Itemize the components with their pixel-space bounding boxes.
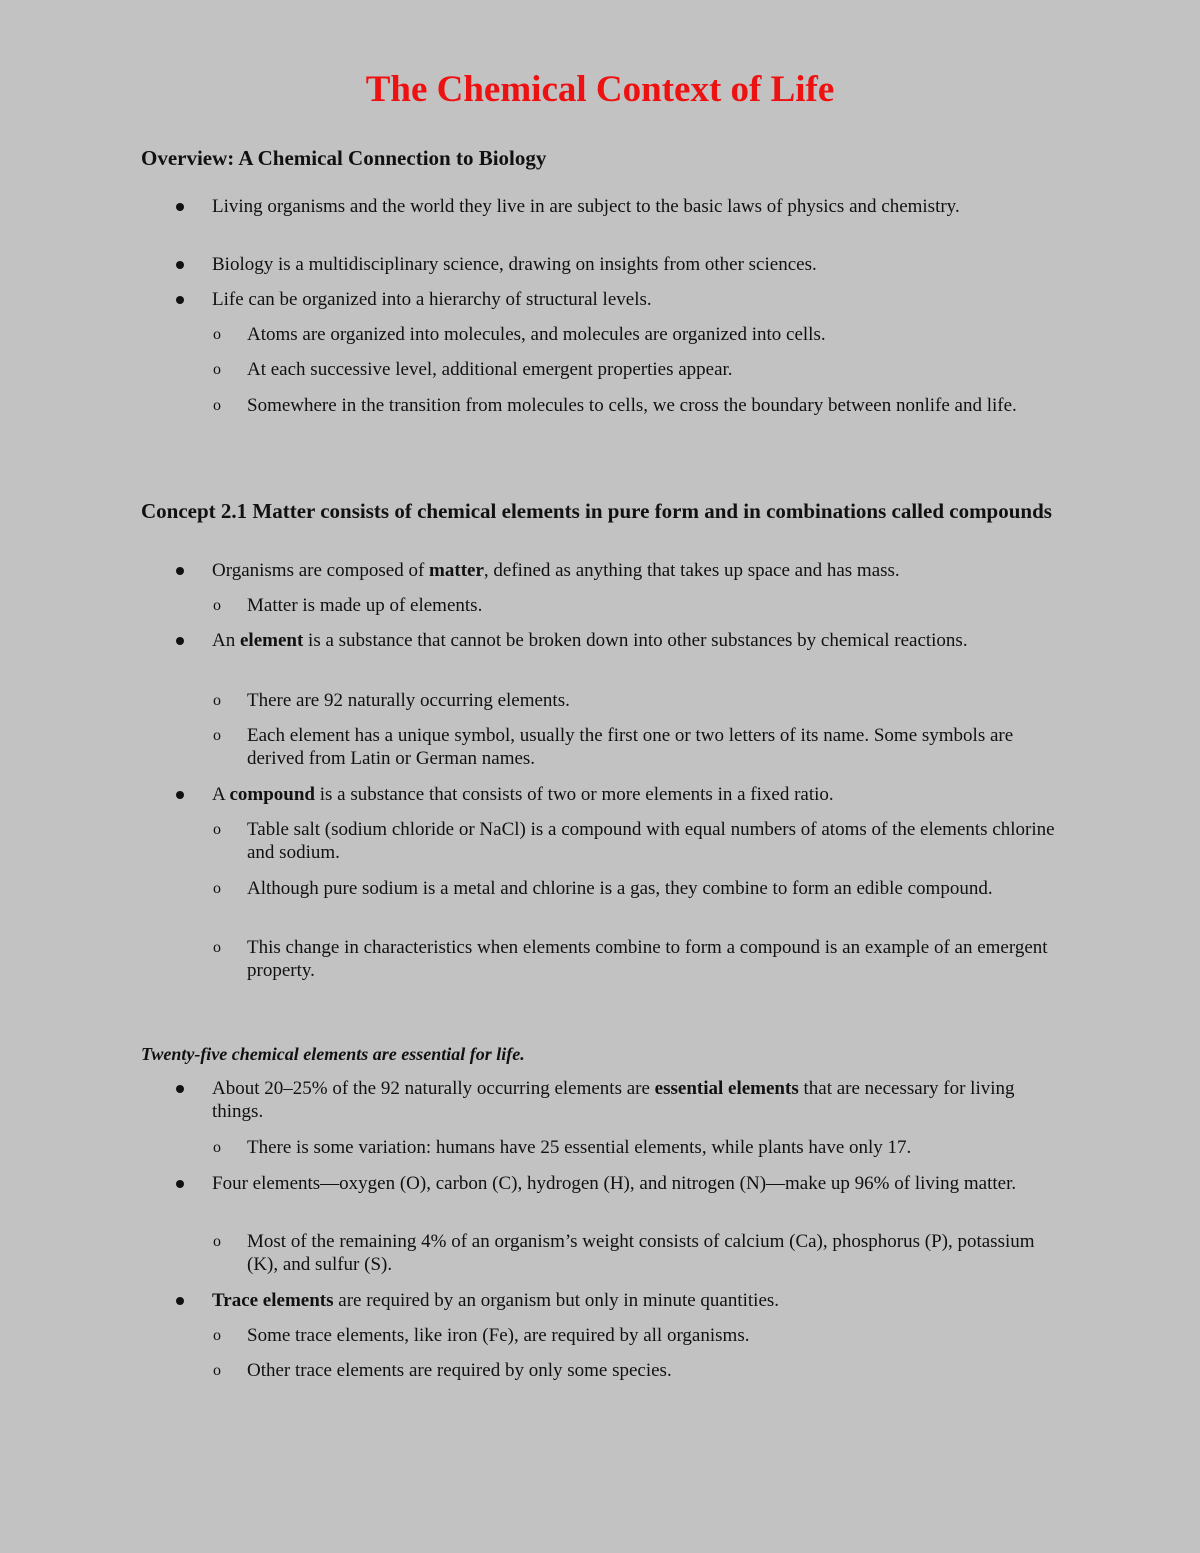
list-item: A compound is a substance that consists of two or more elements in a fixed ratio. bbox=[212, 783, 1052, 806]
circle-bullet-icon: o bbox=[213, 1139, 221, 1156]
sub-list-item: o At each successive level, additional emergent properties appear. bbox=[213, 359, 733, 380]
bullet-icon bbox=[176, 1180, 184, 1188]
sub-list-item: o There are 92 naturally occurring elements. bbox=[213, 690, 570, 711]
sub-list-item: o Matter is made up of elements. bbox=[213, 595, 483, 616]
list-item: Four elements—oxygen (O), carbon (C), hydrogen (H), and nitrogen (N)—make up 96% of living matter. bbox=[212, 1172, 1052, 1195]
term: Trace elements bbox=[212, 1290, 334, 1311]
bullet-icon bbox=[176, 1297, 184, 1305]
sub-list-item: o Other trace elements are required by only some species. bbox=[213, 1360, 672, 1381]
circle-bullet-icon: o bbox=[213, 727, 221, 744]
circle-bullet-icon: o bbox=[213, 326, 221, 343]
concept-heading: Concept 2.1 Matter consists of chemical elements in pure form and in combinations called compounds bbox=[141, 499, 1052, 523]
sub-list-item: o Some trace elements, like iron (Fe), are required by all organisms. bbox=[213, 1325, 750, 1346]
list-item: Organisms are composed of matter, defined as anything that takes up space and has mass. bbox=[212, 559, 1052, 582]
bullet-icon bbox=[176, 791, 184, 799]
list-item: Biology is a multidisciplinary science, drawing on insights from other sciences. bbox=[212, 253, 1052, 276]
circle-bullet-icon: o bbox=[213, 821, 221, 838]
sub-list-item: o There is some variation: humans have 25 essential elements, while plants have only 17. bbox=[213, 1137, 912, 1158]
circle-bullet-icon: o bbox=[213, 397, 221, 414]
sub-list-item: o Table salt (sodium chloride or NaCl) is a compound with equal numbers of atoms of the elements chlorine and sodium. bbox=[213, 819, 1055, 863]
term: essential elements bbox=[654, 1078, 799, 1099]
list-item: Trace elements are required by an organism but only in minute quantities. bbox=[212, 1289, 1052, 1312]
sub-list-item: o This change in characteristics when elements combine to form a compound is an example of an emergent property. bbox=[213, 937, 1048, 981]
term: matter bbox=[429, 560, 484, 581]
bullet-icon bbox=[176, 203, 184, 211]
sub-list-item: o Although pure sodium is a metal and chlorine is a gas, they combine to form an edible compound. bbox=[213, 878, 993, 899]
subsection-heading: Twenty-five chemical elements are essential for life. bbox=[141, 1044, 525, 1064]
term: element bbox=[239, 630, 304, 651]
list-item: Life can be organized into a hierarchy of structural levels. bbox=[212, 288, 1052, 311]
bullet-icon bbox=[176, 567, 184, 575]
sub-list-item: o Somewhere in the transition from molecules to cells, we cross the boundary between nonlife and life. bbox=[213, 395, 1017, 416]
bullet-icon bbox=[176, 296, 184, 304]
circle-bullet-icon: o bbox=[213, 597, 221, 614]
circle-bullet-icon: o bbox=[213, 361, 221, 378]
list-item: An element is a substance that cannot be broken down into other substances by chemical reactions. bbox=[212, 629, 1052, 652]
circle-bullet-icon: o bbox=[213, 692, 221, 709]
bullet-icon bbox=[176, 1085, 184, 1093]
page-title: The Chemical Context of Life bbox=[365, 69, 835, 110]
bullet-icon bbox=[176, 261, 184, 269]
list-item: About 20–25% of the 92 naturally occurring elements are essential elements that are necessary for living things. bbox=[212, 1077, 1052, 1123]
sub-list-item: o Atoms are organized into molecules, and molecules are organized into cells. bbox=[213, 324, 826, 345]
sub-list-item: o Each element has a unique symbol, usually the first one or two letters of its name. Some symbols are derived from Latin or German names. bbox=[213, 725, 1014, 769]
sub-list-item: o Most of the remaining 4% of an organism’s weight consists of calcium (Ca), phosphorus (P), potassium (K), and sulfur (S). bbox=[213, 1231, 1035, 1275]
circle-bullet-icon: o bbox=[213, 1362, 221, 1379]
circle-bullet-icon: o bbox=[213, 1327, 221, 1344]
circle-bullet-icon: o bbox=[213, 880, 221, 897]
circle-bullet-icon: o bbox=[213, 1233, 221, 1250]
term: compound bbox=[229, 784, 315, 805]
circle-bullet-icon: o bbox=[213, 939, 221, 956]
overview-heading: Overview: A Chemical Connection to Biology bbox=[141, 146, 547, 170]
bullet-icon bbox=[176, 637, 184, 645]
list-item: Living organisms and the world they live in are subject to the basic laws of physics and chemistry. bbox=[212, 195, 1052, 218]
